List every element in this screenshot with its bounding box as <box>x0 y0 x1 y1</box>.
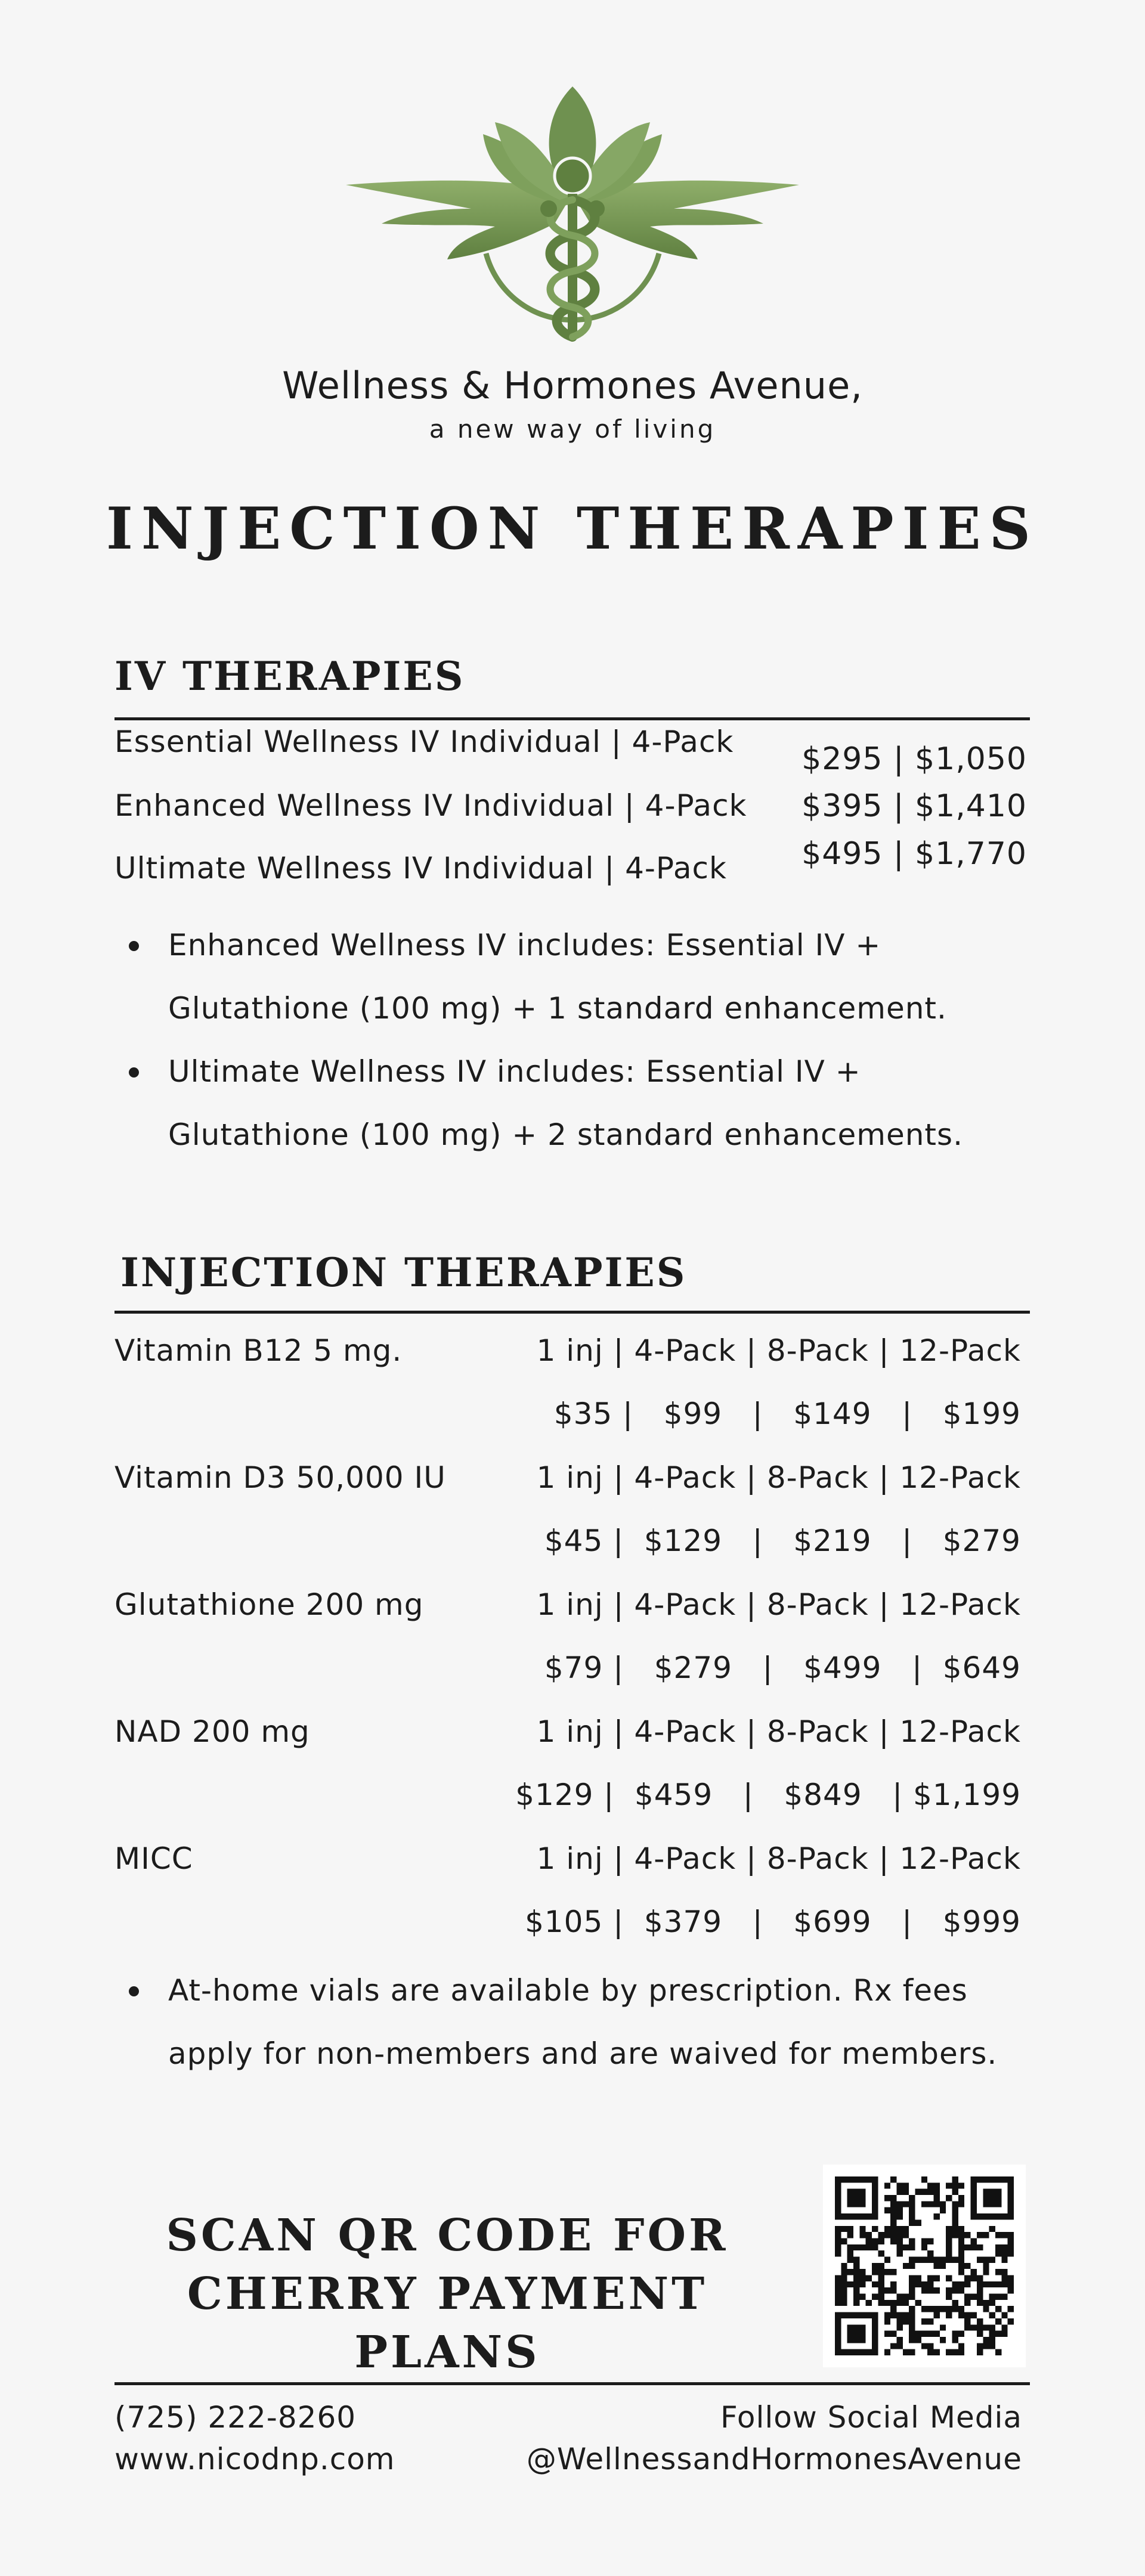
qr-heading <box>89 2206 805 2382</box>
iv-note <box>114 914 1030 1040</box>
iv-note-line: Enhanced Wellness IV includes: Essential IV + <box>168 928 881 962</box>
injection-row <box>114 1714 1030 1841</box>
iv-item-price: $295 | $1,050 <box>802 741 1027 777</box>
iv-note-line: Glutathione (100 mg) + 2 standard enhancements. <box>168 1117 963 1152</box>
injection-pack-options: 1 inj | 4-Pack | 8-Pack | 12-Pack <box>536 1841 1021 1876</box>
iv-item-price: $395 | $1,410 <box>802 788 1027 824</box>
iv-section-title: IV THERAPIES <box>114 653 465 699</box>
injection-note-line: apply for non-members and are waived for members. <box>168 2036 998 2071</box>
iv-item-price: $495 | $1,770 <box>802 836 1027 872</box>
iv-section-divider <box>114 717 1030 720</box>
injection-name: MICC <box>114 1841 193 1876</box>
injection-name: Vitamin D3 50,000 IU <box>114 1460 446 1495</box>
footer-social-label: Follow Social Media <box>720 2400 1022 2435</box>
footer-phone[interactable]: (725) 222-8260 <box>114 2400 357 2435</box>
injection-section-title: INJECTION THERAPIES <box>120 1249 687 1296</box>
injection-row <box>114 1587 1030 1714</box>
injection-name: Vitamin B12 5 mg. <box>114 1333 403 1368</box>
injection-notes-list <box>114 1959 1030 2085</box>
injection-row <box>114 1841 1030 1968</box>
injection-prices: $35 | $99 | $149 | $199 <box>553 1397 1021 1431</box>
injection-name: NAD 200 mg <box>114 1714 310 1749</box>
iv-note-line: Glutathione (100 mg) + 1 standard enhancement. <box>168 991 947 1026</box>
injection-pack-options: 1 inj | 4-Pack | 8-Pack | 12-Pack <box>536 1714 1021 1749</box>
injection-note <box>114 1959 1030 2085</box>
injection-prices: $79 | $279 | $499 | $649 <box>544 1651 1021 1685</box>
injection-pack-options: 1 inj | 4-Pack | 8-Pack | 12-Pack <box>536 1587 1021 1622</box>
injection-prices: $105 | $379 | $699 | $999 <box>525 1905 1021 1939</box>
lotus-caduceus-logo-icon <box>334 80 811 361</box>
iv-item-name: Enhanced Wellness IV Individual | 4-Pack <box>114 788 747 823</box>
injection-pack-options: 1 inj | 4-Pack | 8-Pack | 12-Pack <box>536 1460 1021 1495</box>
brand-tagline: a new way of living <box>429 414 716 444</box>
page-title: INJECTION THERAPIES <box>106 495 1039 562</box>
qr-heading-line: CHERRY PAYMENT PLANS <box>187 2268 708 2378</box>
footer-website[interactable]: www.nicodnp.com <box>114 2442 395 2476</box>
injection-note-line: At-home vials are available by prescription. Rx fees <box>168 1973 968 2008</box>
injection-prices: $45 | $129 | $219 | $279 <box>544 1524 1021 1558</box>
iv-item-name: Ultimate Wellness IV Individual | 4-Pack <box>114 851 727 886</box>
injection-prices: $129 | $459 | $849 | $1,199 <box>515 1778 1021 1812</box>
iv-note <box>114 1040 1030 1166</box>
iv-notes-list <box>114 914 1030 1166</box>
qr-heading-line: SCAN QR CODE FOR <box>166 2210 729 2261</box>
footer-divider <box>114 2382 1030 2385</box>
footer-social-handle[interactable]: @WellnessandHormonesAvenue <box>526 2442 1022 2476</box>
qr-code-icon[interactable] <box>835 2176 1014 2355</box>
injection-row <box>114 1333 1030 1460</box>
injection-row <box>114 1460 1030 1587</box>
injection-name: Glutathione 200 mg <box>114 1587 424 1622</box>
iv-item-name: Essential Wellness IV Individual | 4-Pack <box>114 724 734 759</box>
iv-note-line: Ultimate Wellness IV includes: Essential IV + <box>168 1054 861 1089</box>
brand-name: Wellness & Hormones Avenue, <box>282 364 863 407</box>
injection-pack-options: 1 inj | 4-Pack | 8-Pack | 12-Pack <box>536 1333 1021 1368</box>
injection-section-divider <box>114 1311 1030 1314</box>
